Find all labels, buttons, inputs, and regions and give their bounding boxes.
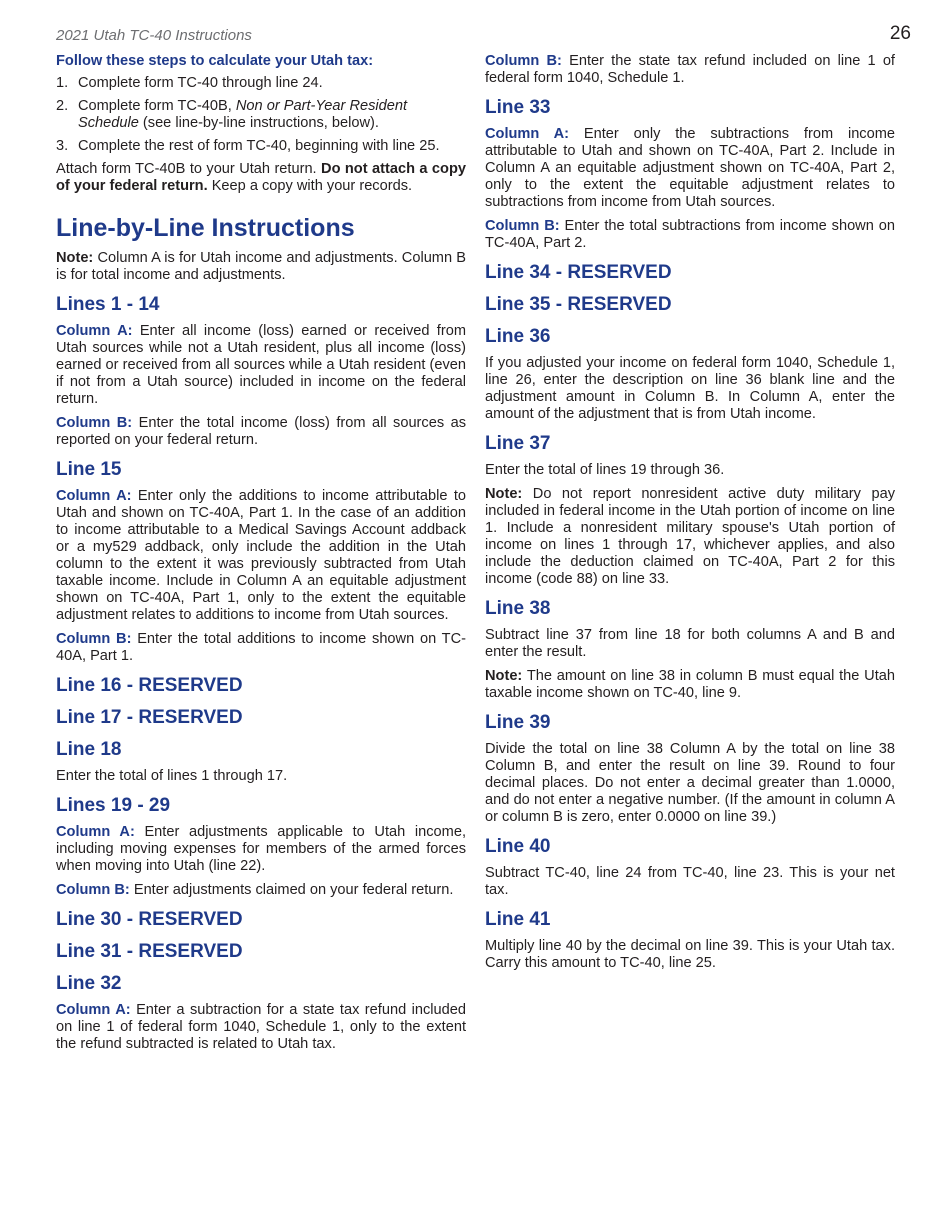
column-b-paragraph: Column B: Enter adjustments claimed on your federal return. — [56, 882, 454, 898]
page-header — [56, 23, 911, 49]
line-heading: Line 32 — [56, 973, 122, 994]
right-column — [485, 53, 895, 979]
step-item: 1. Complete form TC-40 through line 24. — [56, 75, 323, 91]
line-heading: Line 33 — [485, 97, 551, 118]
line-heading: Line 35 - RESERVED — [485, 294, 672, 315]
line-heading: Line 17 - RESERVED — [56, 707, 243, 728]
left-column — [56, 53, 466, 1060]
line-heading: Line 36 — [485, 326, 551, 347]
line-heading: Lines 19 - 29 — [56, 795, 171, 816]
note-paragraph: Note: The amount on line 38 in column B must equal the Utah taxable income shown on TC-40, line 9. — [485, 668, 895, 701]
line-heading: Line 15 — [56, 459, 122, 480]
line-heading: Lines 1 - 14 — [56, 294, 160, 315]
note-paragraph: Note: Do not report nonresident active duty military pay included in federal income in the Utah portion of income on line 1. Include a nonresident military spouse's Utah portion of income on lines 1 through 17, whichever applies, and also include the deduction claimed on TC-40A, Part 2 for this income (code 88) on line 33. — [485, 486, 895, 587]
line-text: Subtract line 37 from line 18 for both columns A and B and enter the result. — [485, 627, 895, 660]
line-text: Divide the total on line 38 Column A by the total on line 38 Column B, and enter the result on line 39. Round to four decimal places. Do not enter a decimal greater than 1.0000, and do not enter a negative number. (If the amount in column A or column B is zero, enter 0.0000 on line 39.) — [485, 741, 895, 825]
line-text: Subtract TC-40, line 24 from TC-40, line 23. This is your net tax. — [485, 865, 895, 898]
line-text: Multiply line 40 by the decimal on line 39. This is your Utah tax. Carry this amount to TC-40, line 25. — [485, 938, 895, 971]
column-a-paragraph: Column A: Enter all income (loss) earned or received from Utah sources while not a Utah resident, plus all income (loss) earned or received from all sources while a Utah resident (even if not from a Utah source) included in income on the federal return. — [56, 323, 466, 407]
line-heading: Line 30 - RESERVED — [56, 909, 243, 930]
column-b-paragraph: Column B: Enter the total subtractions from income shown on TC-40A, Part 2. — [485, 218, 895, 251]
line-heading: Line 37 — [485, 433, 551, 454]
line-text: Enter the total of lines 1 through 17. — [56, 768, 288, 784]
step-item: 3. Complete the rest of form TC-40, beginning with line 25. — [56, 138, 440, 154]
line-heading: Line 34 - RESERVED — [485, 262, 672, 283]
note-paragraph: Note: Column A is for Utah income and adjustments. Column B is for total income and adjustments. — [56, 250, 466, 283]
column-b-paragraph: Column B: Enter the total additions to income shown on TC-40A, Part 1. — [56, 631, 466, 664]
column-a-paragraph: Column A: Enter a subtraction for a state tax refund included on line 1 of federal form 1040, Schedule 1, only to the extent the refund subtracted is related to Utah tax. — [56, 1002, 466, 1052]
page-number: 26 — [889, 23, 911, 44]
line-heading: Line 38 — [485, 598, 551, 619]
line-text: Enter the total of lines 19 through 36. — [485, 462, 725, 478]
column-a-paragraph: Column A: Enter adjustments applicable to Utah income, including moving expenses for members of the armed forces when moving into Utah (line 22). — [56, 824, 466, 874]
column-b-paragraph: Column B: Enter the total income (loss) from all sources as reported on your federal return. — [56, 415, 466, 448]
column-a-paragraph: Column A: Enter only the additions to income attributable to Utah and shown on TC-40A, Part 1. In the case of an addition to income attributable to a Medical Savings Account addback or a my529 addback, only include the addition in the Utah column to the extent it was previously subtracted from Utah taxable income. Include in Column A an equitable adjustment shown on TC-40A, Part 1, only to the extent the equitable adjustment relates to additions to income from Utah sources. — [56, 488, 466, 623]
line-text: If you adjusted your income on federal form 1040, Schedule 1, line 26, enter the description on line 36 blank line and the adjustment amount in Column B. In Column A, enter the amount of the adjustment that is from Utah income. — [485, 355, 895, 422]
document-title: 2021 Utah TC-40 Instructions — [56, 27, 252, 44]
line-heading: Line 31 - RESERVED — [56, 941, 243, 962]
attach-paragraph: Attach form TC-40B to your Utah return. Do not attach a copy of your federal return. Keep a copy with your records. — [56, 161, 466, 194]
line-heading: Line 18 — [56, 739, 122, 760]
line-heading: Line 41 — [485, 909, 551, 930]
column-a-paragraph: Column A: Enter only the subtractions from income attributable to Utah and shown on TC-40A, Part 2. Include in Column A an equitable adjustment shown on TC-40A, Part 2, only to the extent the equitable adjustment relates to subtractions from income from Utah sources. — [485, 126, 895, 210]
steps-list — [56, 75, 466, 155]
steps-heading: Follow these steps to calculate your Utah tax: — [56, 53, 374, 69]
step-item: 2. Complete form TC-40B, Non or Part-Year Resident Schedule (see line-by-line instructions, below). — [56, 98, 408, 131]
line-heading: Line 16 - RESERVED — [56, 675, 243, 696]
column-b-paragraph: Column B: Enter the state tax refund included on line 1 of federal form 1040, Schedule 1. — [485, 53, 895, 86]
line-heading: Line 40 — [485, 836, 551, 857]
line-heading: Line 39 — [485, 712, 551, 733]
section-heading: Line-by-Line Instructions — [56, 214, 355, 242]
